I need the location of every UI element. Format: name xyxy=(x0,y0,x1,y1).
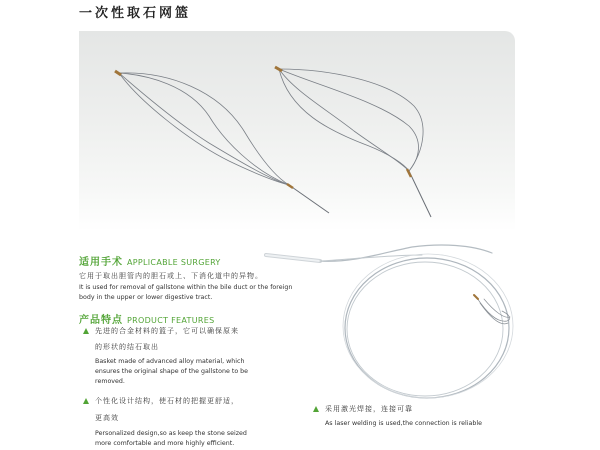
triangle-bullet-icon xyxy=(83,328,89,334)
page-title: 一次性取石网篮 xyxy=(79,6,192,21)
basket-illustrations xyxy=(79,31,515,231)
coiled-catheter-image xyxy=(262,233,522,403)
feature-3-text-en: As laser welding is used,the connection is reliable xyxy=(325,420,482,427)
product-photo-panel xyxy=(79,31,515,231)
applicable-surgery-text-cn: 它用于取出胆管内的胆石或上、下消化道中的异物。 xyxy=(79,272,263,280)
applicable-surgery-title-en: APPLICABLE SURGERY xyxy=(127,258,221,267)
applicable-surgery-heading xyxy=(79,250,221,269)
feature-3-text-cn: 采用激光焊接，连接可靠 xyxy=(325,405,413,413)
applicable-surgery-text-en: It is used for removal of gallstone within the bile duct or the foreign body in the upper or lower digestive tract. xyxy=(79,284,293,301)
basket-left xyxy=(115,71,329,213)
feature-2-text-cn-line1: 个性化设计结构，使石材的把握更舒适， xyxy=(95,397,239,405)
applicable-surgery-title-cn: 适用手术 xyxy=(79,257,123,268)
product-features-title-en: PRODUCT FEATURES xyxy=(127,316,215,325)
triangle-bullet-icon xyxy=(313,406,319,412)
feature-1-text-cn-line2: 的形状的结石取出 xyxy=(95,343,159,351)
feature-2-text-en: Personalized design,so as keep the stone seized more comfortable and more highly efficient. xyxy=(95,430,247,447)
product-features-heading xyxy=(79,308,214,327)
feature-1-text-en: Basket made of advanced alloy material, which ensures the original shape of the gallstone to be removed. xyxy=(95,358,249,385)
feature-1-text-cn-line1: 先进的合金材料的篮子，它可以确保原来 xyxy=(95,327,239,335)
product-features-title-cn: 产品特点 xyxy=(79,315,123,326)
triangle-bullet-icon xyxy=(83,398,89,404)
feature-2-text-cn-line2: 更高效 xyxy=(95,414,119,422)
basket-right xyxy=(275,67,431,217)
